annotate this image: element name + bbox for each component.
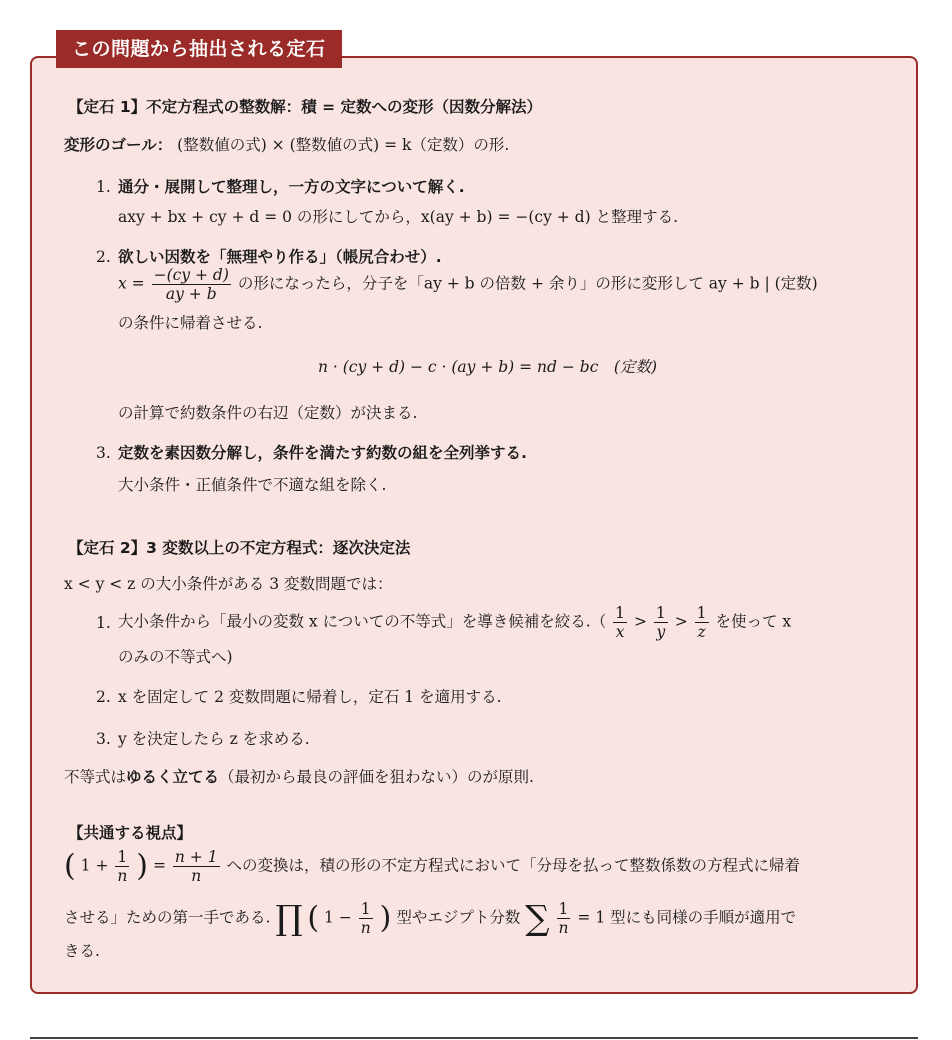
s1-step2-title: 欲しい因数を「無理やり作る」（帳尻合わせ）. bbox=[118, 248, 442, 266]
frac-den: y bbox=[656, 623, 666, 641]
s2-step3-num: 3. bbox=[96, 730, 111, 748]
goal-label: 変形のゴール： bbox=[64, 136, 173, 154]
s3-line2a: させる」ための第一手である. bbox=[64, 908, 271, 927]
frac-num: 1 bbox=[115, 848, 129, 867]
right-paren: ) bbox=[136, 848, 149, 884]
s1-step3-title: 定数を素因数分解し，条件を満たす約数の組を全列挙する. bbox=[118, 444, 527, 462]
frac-1-n bbox=[115, 848, 129, 885]
principle-line bbox=[64, 766, 534, 788]
frac-1-z bbox=[695, 604, 709, 641]
one-minus: 1 − bbox=[324, 908, 352, 927]
s3-line2b: 型やエジプト分数 bbox=[396, 908, 521, 927]
frac-1-n bbox=[557, 900, 571, 937]
equals-sign: = bbox=[152, 856, 166, 875]
x-equals: x = bbox=[118, 274, 145, 293]
s3-line2 bbox=[64, 900, 796, 937]
gt-sign: > bbox=[633, 612, 647, 631]
frac-den: z bbox=[697, 623, 706, 641]
header-tag: この問題から抽出される定石 bbox=[56, 30, 342, 68]
frac-1-n bbox=[359, 900, 373, 937]
s1-step2-body1: の形になったら，分子を「ay + b の倍数 + 余り」の形に変形して ay + b | (定数) bbox=[237, 274, 818, 293]
frac-num: 1 bbox=[557, 900, 571, 919]
principle-pre: 不等式は bbox=[64, 768, 127, 786]
fraction-denominator: ay + b bbox=[165, 285, 217, 303]
s1-step3-body: 大小条件・正値条件で不適な組を除く. bbox=[118, 476, 387, 494]
s1-step1-title: 通分・展開して整理し，一方の文字について解く. bbox=[118, 178, 465, 196]
fraction-numerator: −(cy + d) bbox=[153, 266, 229, 284]
s3-line1-text: への変換は，積の形の不定方程式において「分母を払って整数係数の方程式に帰着 bbox=[226, 856, 801, 875]
section2-title: 【定石 2】3 変数以上の不定方程式：逐次決定法 bbox=[68, 539, 411, 557]
principle-post: （最初から最良の評価を狙わない）のが原則. bbox=[219, 768, 534, 786]
s1-step2-num: 2. bbox=[96, 248, 111, 266]
gt-sign: > bbox=[674, 612, 688, 631]
s2-step1-text: 大小条件から「最小の変数 x についての不等式」を導き候補を絞る.（ bbox=[118, 612, 607, 631]
s1-step1-body: axy + bx + cy + d = 0 の形にしてから，x(ay + b) = −(cy + d) と整理する. bbox=[118, 208, 678, 226]
section3-title: 【共通する視点】 bbox=[68, 824, 193, 842]
frac-num: n + 1 bbox=[174, 848, 218, 866]
one-plus: 1 + bbox=[80, 856, 109, 875]
frac-num: 1 bbox=[359, 900, 373, 919]
frac-den: x bbox=[615, 623, 625, 641]
frac-num: 1 bbox=[615, 604, 626, 622]
goal-text: (整数値の式) × (整数値の式) = k（定数）の形. bbox=[177, 136, 510, 154]
s2-step1-tail: を使って x bbox=[715, 612, 792, 631]
s3-line2c: = 1 型にも同様の手順が適用で bbox=[577, 908, 797, 927]
fraction bbox=[152, 266, 231, 303]
frac-den: n bbox=[360, 919, 371, 937]
footer-divider bbox=[30, 1037, 918, 1039]
s1-step2-body2: の条件に帰着させる. bbox=[118, 314, 263, 332]
s1-step3-num: 3. bbox=[96, 444, 111, 462]
section2-intro: x < y < z の大小条件がある 3 変数問題では： bbox=[64, 575, 393, 593]
frac-den: n bbox=[191, 867, 202, 885]
frac-num: 1 bbox=[696, 604, 707, 622]
s3-line1 bbox=[64, 848, 800, 885]
s2-step1-line bbox=[118, 604, 791, 641]
display-equation: n · (cy + d) − c · (ay + b) = nd − bc (定数) bbox=[318, 358, 658, 376]
s2-step3-text: y を決定したら z を求める. bbox=[118, 730, 310, 748]
sum-symbol: ∑ bbox=[525, 898, 550, 939]
frac-den: n bbox=[558, 919, 569, 937]
s1-step2-body3: の計算で約数条件の右辺（定数）が決まる. bbox=[118, 404, 418, 422]
frac-n1-n bbox=[173, 848, 220, 885]
s1-step2-fraction-line bbox=[118, 266, 818, 303]
product-symbol: ∏ bbox=[275, 898, 303, 939]
frac-1-y bbox=[654, 604, 668, 641]
frac-num: 1 bbox=[655, 604, 666, 622]
s1-step1-num: 1. bbox=[96, 178, 111, 196]
frac-den: n bbox=[117, 867, 128, 885]
s2-step1-line2: のみの不等式へ) bbox=[118, 648, 233, 666]
principle-bold: ゆるく立てる bbox=[126, 768, 220, 786]
left-paren: ( bbox=[64, 848, 76, 884]
s2-step2-num: 2. bbox=[96, 688, 111, 706]
section1-title: 【定石 1】不定方程式の整数解：積 = 定数への変形（因数分解法） bbox=[68, 98, 542, 116]
s2-step2-text: x を固定して 2 変数問題に帰着し，定石 1 を適用する. bbox=[118, 688, 502, 706]
right-paren: ) bbox=[379, 900, 392, 936]
s2-step1-num: 1. bbox=[96, 614, 111, 632]
frac-1-x bbox=[613, 604, 627, 641]
goal-line bbox=[64, 134, 509, 156]
left-paren: ( bbox=[307, 900, 320, 936]
s3-line3: きる. bbox=[64, 942, 100, 960]
